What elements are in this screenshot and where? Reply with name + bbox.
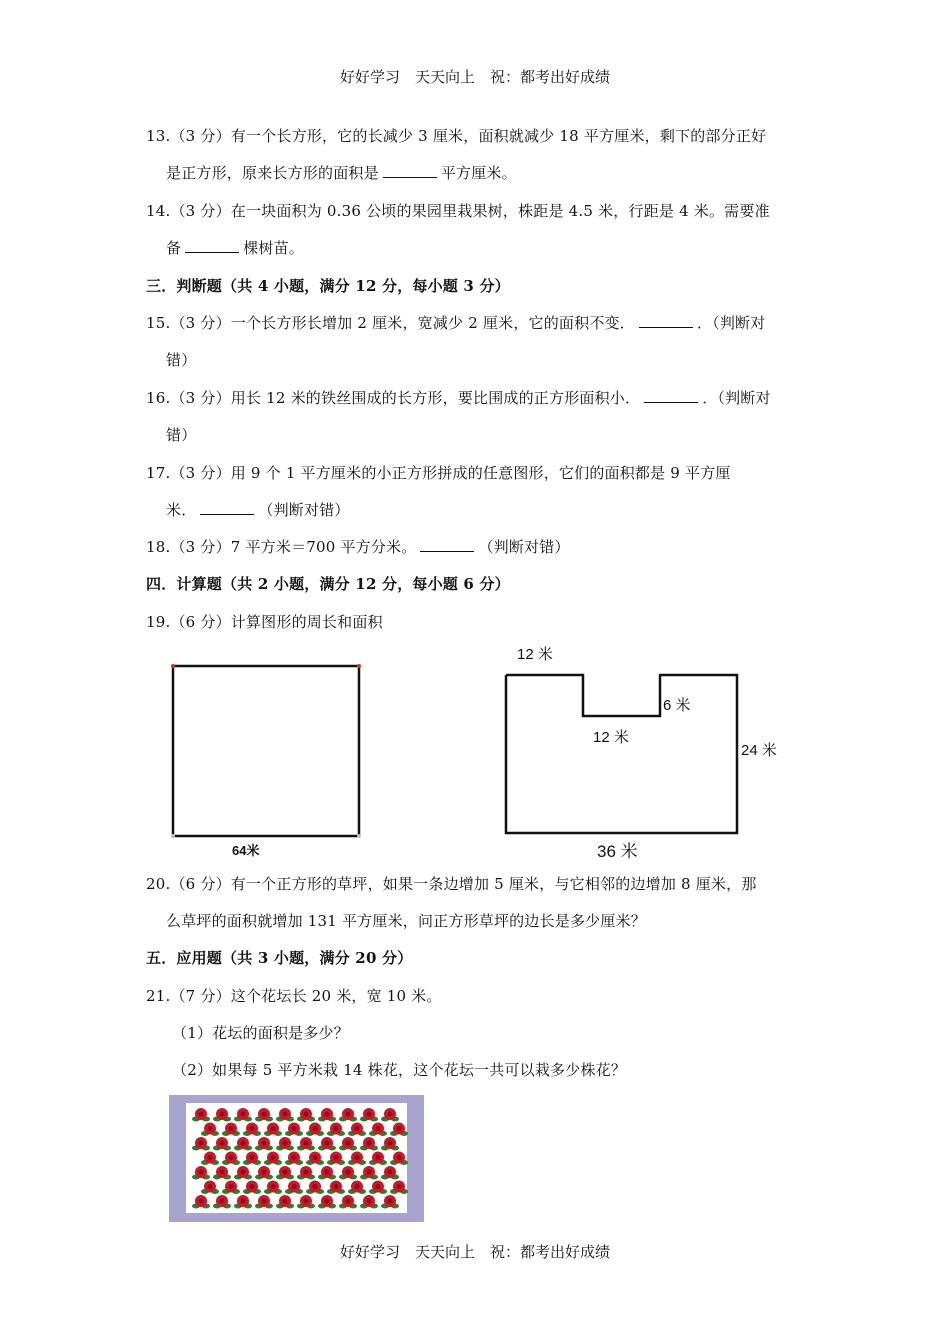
q15-line1: [146, 312, 765, 333]
page-header: 好好学习 天天向上 祝：都考出好成绩: [339, 68, 610, 86]
q16-line2: 错）: [166, 426, 197, 444]
q16-suffix: ．（判断对: [702, 389, 771, 407]
q20-line1: 20.（6 分）有一个正方形的草坪，如果一条边增加 5 厘米，与它相邻的边增加 8 厘米，那: [146, 875, 757, 893]
q13-answer-blank[interactable]: [383, 165, 437, 178]
square-outline: [173, 666, 359, 836]
label-top-left-12m: 12 米: [517, 646, 553, 663]
q18-text: 18.（3 分）7 平方米＝700 平方分米。: [146, 538, 417, 556]
q18-line1: [146, 536, 570, 557]
q18-answer-blank[interactable]: [420, 539, 474, 552]
q14-line2: [166, 237, 304, 258]
q21-sub1: （1）花坛的面积是多少？: [172, 1024, 349, 1042]
q13-line2-unit: 平方厘米。: [440, 164, 517, 182]
q17-suffix: （判断对错）: [258, 501, 350, 519]
section-3-title: 三．判断题（共 4 小题，满分 12 分，每小题 3 分）: [146, 277, 510, 295]
square-side-label: 64米: [232, 843, 260, 858]
q14-answer-blank[interactable]: [185, 240, 239, 253]
q17-line2: [166, 499, 350, 520]
q15-line2: 错）: [166, 351, 197, 369]
page-footer: 好好学习 天天向上 祝：都考出好成绩: [339, 1243, 610, 1261]
q15-answer-blank[interactable]: [639, 315, 693, 328]
q14-line2-text: 备: [166, 239, 182, 257]
q13-line1: 13.（3 分）有一个长方形，它的长减少 3 厘米，面积就减少 18 平方厘米，剩下的部分正好: [146, 127, 767, 145]
label-right-24m: 24 米: [741, 742, 777, 759]
q18-suffix: （判断对错）: [478, 538, 570, 556]
square-corner-dot: [171, 834, 175, 838]
label-notch-width-12m: 12 米: [593, 729, 629, 746]
q16-line1: [146, 387, 771, 408]
q19-text: 19.（6 分）计算图形的周长和面积: [146, 613, 383, 631]
notched-shape-outline: [506, 675, 737, 833]
q15-suffix: ．（判断对: [696, 314, 766, 332]
q21-sub2: （2）如果每 5 平方米栽 14 株花，这个花坛一共可以栽多少株花？: [172, 1061, 627, 1079]
section-5-title: 五．应用题（共 3 小题，满分 20 分）: [146, 949, 413, 967]
label-bottom-36m: 36 米: [597, 842, 638, 861]
flowerbed-picture: [168, 1094, 426, 1224]
q17-line2-text: 米．: [166, 501, 197, 519]
q13-line2-text: 是正方形，原来长方形的面积是: [166, 164, 379, 182]
q17-answer-blank[interactable]: [200, 502, 254, 515]
label-notch-depth-6m: 6 米: [663, 697, 691, 714]
q20-line2: 么草坪的面积就增加 131 平方厘米，问正方形草坪的边长是多少厘米？: [166, 912, 646, 930]
q17-line1: 17.（3 分）用 9 个 1 平方厘米的小正方形拼成的任意图形，它们的面积都是 9 平方厘: [146, 464, 731, 482]
q16-text: 16.（3 分）用长 12 米的铁丝围成的长方形，要比围成的正方形面积小．: [146, 389, 641, 407]
square-corner-dot: [357, 834, 361, 838]
square-figure: [165, 660, 370, 860]
q14-line1: 14.（3 分）在一块面积为 0.36 公顷的果园里栽果树，株距是 4.5 米，行距是 4 米。需要准: [146, 202, 770, 220]
q15-text: 15.（3 分）一个长方形长增加 2 厘米，宽减少 2 厘米，它的面积不变．: [146, 314, 635, 332]
square-corner-dot: [171, 664, 175, 668]
section-4-title: 四．计算题（共 2 小题，满分 12 分，每小题 6 分）: [146, 575, 510, 593]
notched-shape-figure: [495, 665, 745, 840]
q14-line2-unit: 棵树苗。: [243, 239, 305, 257]
q21-line1: 21.（7 分）这个花坛长 20 米，宽 10 米。: [146, 987, 442, 1005]
q13-line2: [166, 162, 517, 183]
q16-answer-blank[interactable]: [644, 390, 698, 403]
square-corner-dot: [357, 664, 361, 668]
